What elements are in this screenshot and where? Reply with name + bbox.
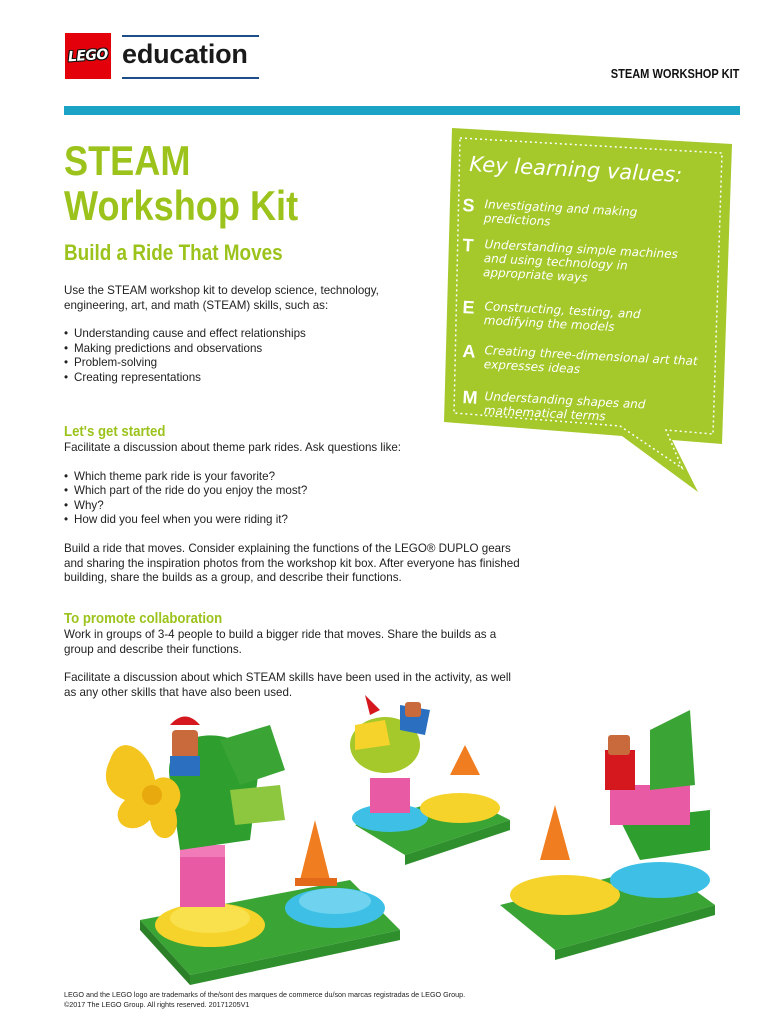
intro-section [64, 284, 409, 386]
value-text: Investigating and making predictions [483, 197, 638, 229]
ride-chicken [350, 695, 510, 865]
brand-rule-bottom [122, 77, 259, 79]
header-divider [64, 106, 740, 115]
duplo-rides-photo [100, 690, 730, 990]
value-text: Creating three-dimensional art that expresses ideas [483, 343, 698, 377]
list-item: • Understanding cause and effect relationships [64, 327, 409, 342]
discussion-intro: Facilitate a discussion about theme park rides. Ask questions like: [64, 441, 402, 454]
collaboration-paragraph-2: Facilitate a discussion about which STEAM skills have been used in the activity, as well as any other skills that have also been used. [64, 671, 511, 699]
ride-boat [500, 710, 715, 960]
value-letter: S [462, 195, 476, 216]
value-letter: M [462, 387, 479, 408]
value-letter: A [462, 341, 477, 362]
build-paragraph: Build a ride that moves. Consider explaining the functions of the LEGO® DUPLO gears and sharing the inspiration photos from the workshop kit box. After everyone has finished building, share the builds as a group, and describe their functions. [64, 541, 520, 585]
lets-get-started-heading: Let's get started [64, 423, 166, 440]
page-subtitle: Build a Ride That Moves [64, 240, 283, 265]
brand-rule-top [122, 35, 259, 37]
intro-text: Use the STEAM workshop kit to develop science, technology, engineering, art, and math (STEAM) skills, such as: [64, 284, 379, 312]
kit-label: STEAM WORKSHOP KIT [610, 66, 739, 81]
lego-logo [65, 33, 111, 79]
value-text: Understanding shapes and mathematical terms [483, 389, 646, 424]
value-text: Understanding simple machines and using technology in appropriate ways [482, 237, 679, 285]
lego-logo-text: LEGO [67, 46, 109, 66]
list-item: • Which part of the ride do you enjoy the most? [64, 484, 534, 499]
skills-list [64, 327, 409, 385]
collaboration-paragraph-1: Work in groups of 3-4 people to build a bigger ride that moves. Share the builds as a group and describe their functions. [64, 628, 497, 656]
value-letter: T [462, 235, 475, 256]
copyright-notice: ©2017 The LEGO Group. All rights reserved. 20171205V1 [64, 999, 250, 1009]
page-title: STEAM Workshop Kit [64, 137, 299, 229]
list-item: • Making predictions and observations [64, 342, 409, 357]
collaboration-heading: To promote collaboration [64, 610, 223, 627]
list-item: • Creating representations [64, 371, 409, 386]
value-letter: E [462, 297, 476, 318]
list-item: • Why? [64, 499, 534, 514]
key-values-title: Key learning values: [468, 152, 683, 188]
trademark-notice: LEGO and the LEGO logo are trademarks of the/sont des marques de commerce du/son marcas registradas de LEGO Group. [64, 990, 466, 999]
list-item: • How did you feel when you were riding it? [64, 513, 534, 528]
list-item: • Which theme park ride is your favorite? [64, 470, 534, 485]
legal-footer [64, 990, 465, 1009]
value-text: Constructing, testing, and modifying the models [483, 299, 641, 334]
brand-word: education [122, 39, 248, 69]
list-item: • Problem-solving [64, 356, 409, 371]
